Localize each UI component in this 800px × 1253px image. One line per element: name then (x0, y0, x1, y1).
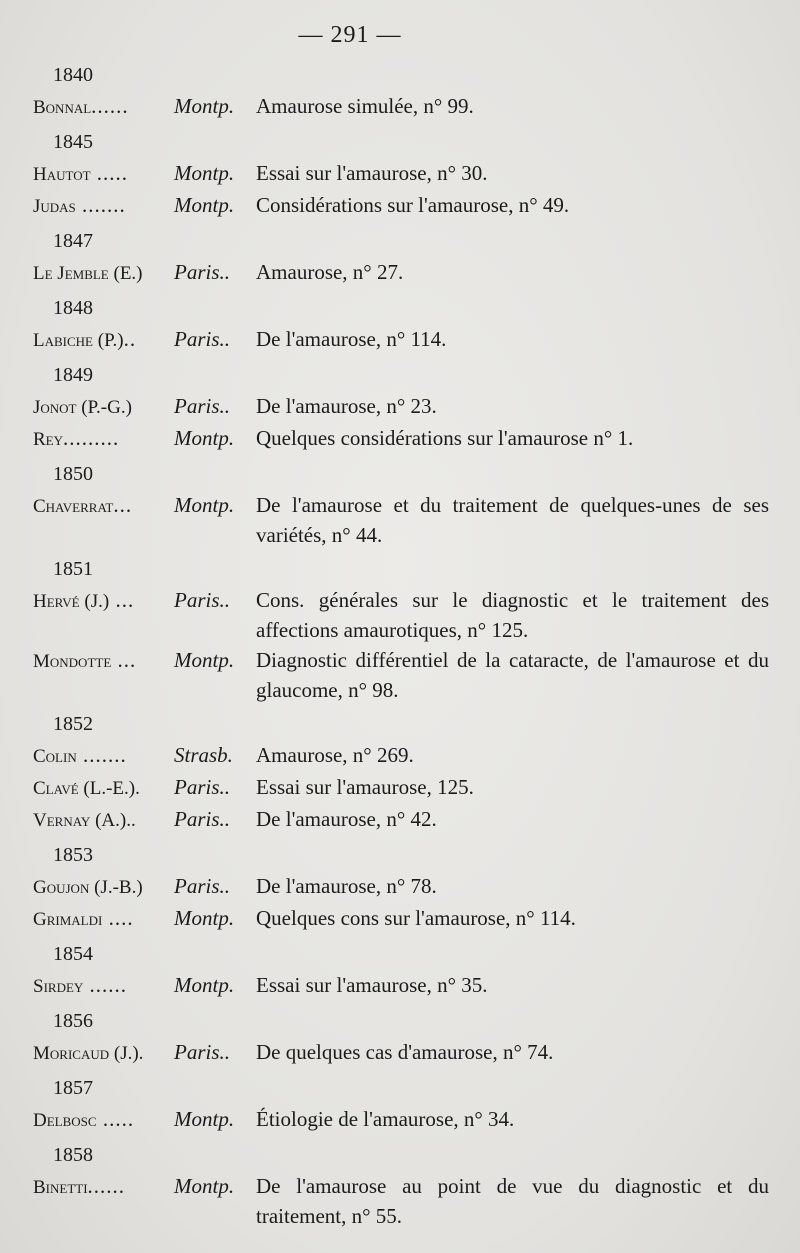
entry-title: Étiologie de l'amaurose, n° 34. (256, 1107, 515, 1131)
entry-author (33, 490, 174, 550)
author-initials: (J.). (109, 1043, 144, 1064)
leader-dots: ..... (96, 1107, 135, 1131)
bibliography-entry (33, 1104, 773, 1136)
entry-city: Montp. (174, 426, 235, 450)
leader-dots: ....... (75, 193, 126, 217)
year-heading: 1854 (53, 943, 93, 965)
entry-author (33, 772, 174, 804)
entry-city: Paris.. (174, 1040, 231, 1064)
entry-city: Montp. (174, 973, 235, 997)
author-name: Clavé (33, 778, 79, 799)
author-initials: (E.) (108, 263, 143, 284)
year-heading: 1840 (53, 64, 93, 86)
leader-dots: ... (109, 588, 135, 612)
entry-city: Montp. (174, 906, 235, 930)
entry-author (33, 1037, 174, 1069)
entry-city: Paris.. (174, 260, 231, 284)
entry-title: Quelques cons sur l'amaurose, n° 114. (256, 906, 576, 930)
entry-city: Paris.. (174, 394, 231, 418)
bibliography-entry (33, 391, 773, 423)
author-initials: (P.-G.) (76, 397, 132, 418)
year-heading: 1851 (53, 558, 93, 580)
author-name: Hautot (33, 164, 91, 185)
year-heading: 1856 (53, 1010, 93, 1032)
entry-title: Considérations sur l'amaurose, n° 49. (256, 193, 570, 217)
author-name: Sirdey (33, 976, 84, 997)
entry-city: Montp. (174, 94, 235, 118)
year-heading: 1857 (53, 1077, 93, 1099)
author-name: Chaverrat (33, 496, 114, 517)
entry-title: Amaurose simulée, n° 99. (256, 94, 474, 118)
entry-author (33, 423, 174, 455)
entry-title: De l'amaurose, n° 114. (256, 327, 447, 351)
author-name: Hervé (33, 591, 80, 612)
leader-dots: .. (123, 327, 137, 351)
entry-title: Diagnostic différentiel de la cataracte, de l'amaurose et du glaucome, n° 98. (256, 648, 769, 702)
bibliography-entry (33, 970, 773, 1002)
year-heading: 1852 (53, 713, 93, 735)
year-heading: 1848 (53, 297, 93, 319)
author-name: Le Jemble (33, 263, 109, 284)
leader-dots: .... (102, 906, 134, 930)
bibliography-entry (33, 490, 773, 550)
bibliography-entry (33, 423, 773, 455)
year-heading: 1858 (53, 1144, 93, 1166)
entry-city: Montp. (174, 493, 235, 517)
entry-city: Paris.. (174, 588, 231, 612)
entry-title: Cons. générales sur le diagnostic et le traitement des affections amaurotiques, n° 125. (256, 588, 769, 642)
entry-title: Essai sur l'amaurose, 125. (256, 775, 474, 799)
entry-author (33, 257, 174, 289)
author-name: Jonot (33, 397, 77, 418)
bibliography-entry (33, 257, 773, 289)
author-name: Labiche (33, 330, 93, 351)
bibliography-entry (33, 158, 773, 190)
entry-city: Paris.. (174, 327, 231, 351)
entry-author (33, 585, 174, 645)
year-heading: 1850 (53, 463, 93, 485)
author-name: Goujon (33, 877, 90, 898)
entry-author (33, 324, 174, 356)
author-name: Moricaud (33, 1043, 110, 1064)
entry-author (33, 970, 174, 1002)
entry-author (33, 158, 174, 190)
entry-author (33, 1171, 174, 1231)
entry-author (33, 903, 174, 935)
entry-author (33, 740, 174, 772)
leader-dots: ......... (63, 426, 120, 450)
entry-title: De l'amaurose, n° 78. (256, 874, 437, 898)
year-heading: 1847 (53, 230, 93, 252)
bibliography-entry (33, 190, 773, 222)
bibliography-entry (33, 324, 773, 356)
entry-author (33, 190, 174, 222)
author-name: Delbosc (33, 1110, 97, 1131)
bibliography-entry (33, 91, 773, 123)
entry-title: Essai sur l'amaurose, n° 35. (256, 973, 488, 997)
bibliography-entry (33, 772, 773, 804)
author-initials: (A.).. (90, 810, 136, 831)
leader-dots: ...... (87, 1174, 126, 1198)
author-name: Judas (33, 196, 76, 217)
page-number: — 291 — (298, 22, 402, 48)
entry-city: Strasb. (174, 743, 233, 767)
entry-city: Montp. (174, 1174, 235, 1198)
author-name: Vernay (33, 810, 91, 831)
author-name: Mondotte (33, 651, 112, 672)
bibliography-entry (33, 740, 773, 772)
entry-title: De l'amaurose, n° 42. (256, 807, 437, 831)
author-name: Colin (33, 746, 77, 767)
author-name: Grimaldi (33, 909, 103, 930)
year-heading: 1845 (53, 131, 93, 153)
author-name: Rey (33, 429, 64, 450)
entry-title: De l'amaurose, n° 23. (256, 394, 437, 418)
leader-dots: ... (111, 648, 137, 672)
entry-city: Montp. (174, 161, 235, 185)
leader-dots: ... (113, 493, 133, 517)
entry-title: De l'amaurose et du traitement de quelques-unes de ses variétés, n° 44. (256, 493, 769, 547)
entry-author (33, 645, 174, 705)
entry-title: Amaurose, n° 269. (256, 743, 414, 767)
entry-author (33, 91, 174, 123)
entry-title: Essai sur l'amaurose, n° 30. (256, 161, 488, 185)
author-name: Bonnal (33, 97, 92, 118)
bibliography-entry (33, 645, 773, 705)
author-initials: (L.-E.). (78, 778, 140, 799)
entry-author (33, 804, 174, 836)
leader-dots: ..... (90, 161, 129, 185)
bibliography-list (33, 64, 773, 1231)
entry-title: De quelques cas d'amaurose, n° 74. (256, 1040, 554, 1064)
entry-city: Paris.. (174, 775, 231, 799)
bibliography-entry (33, 903, 773, 935)
entry-author (33, 1104, 174, 1136)
leader-dots: ...... (83, 973, 128, 997)
entry-city: Paris.. (174, 874, 231, 898)
bibliography-entry (33, 585, 773, 645)
author-initials: (P.) (93, 330, 124, 351)
author-name: Binetti (33, 1177, 88, 1198)
entry-city: Montp. (174, 648, 235, 672)
entry-author (33, 871, 174, 903)
bibliography-entry (33, 1037, 773, 1069)
entry-city: Montp. (174, 1107, 235, 1131)
entry-title: De l'amaurose au point de vue du diagnostic et du traitement, n° 55. (256, 1174, 769, 1228)
bibliography-entry (33, 871, 773, 903)
leader-dots: ...... (91, 94, 129, 118)
year-heading: 1849 (53, 364, 93, 386)
entry-title: Amaurose, n° 27. (256, 260, 404, 284)
bibliography-entry (33, 1171, 773, 1231)
author-initials: (J.-B.) (89, 877, 143, 898)
entry-city: Paris.. (174, 807, 231, 831)
author-initials: (J.) (79, 591, 110, 612)
bibliography-entry (33, 804, 773, 836)
leader-dots: ....... (76, 743, 127, 767)
entry-author (33, 391, 174, 423)
year-heading: 1853 (53, 844, 93, 866)
entry-city: Montp. (174, 193, 235, 217)
entry-title: Quelques considérations sur l'amaurose n° 1. (256, 426, 634, 450)
